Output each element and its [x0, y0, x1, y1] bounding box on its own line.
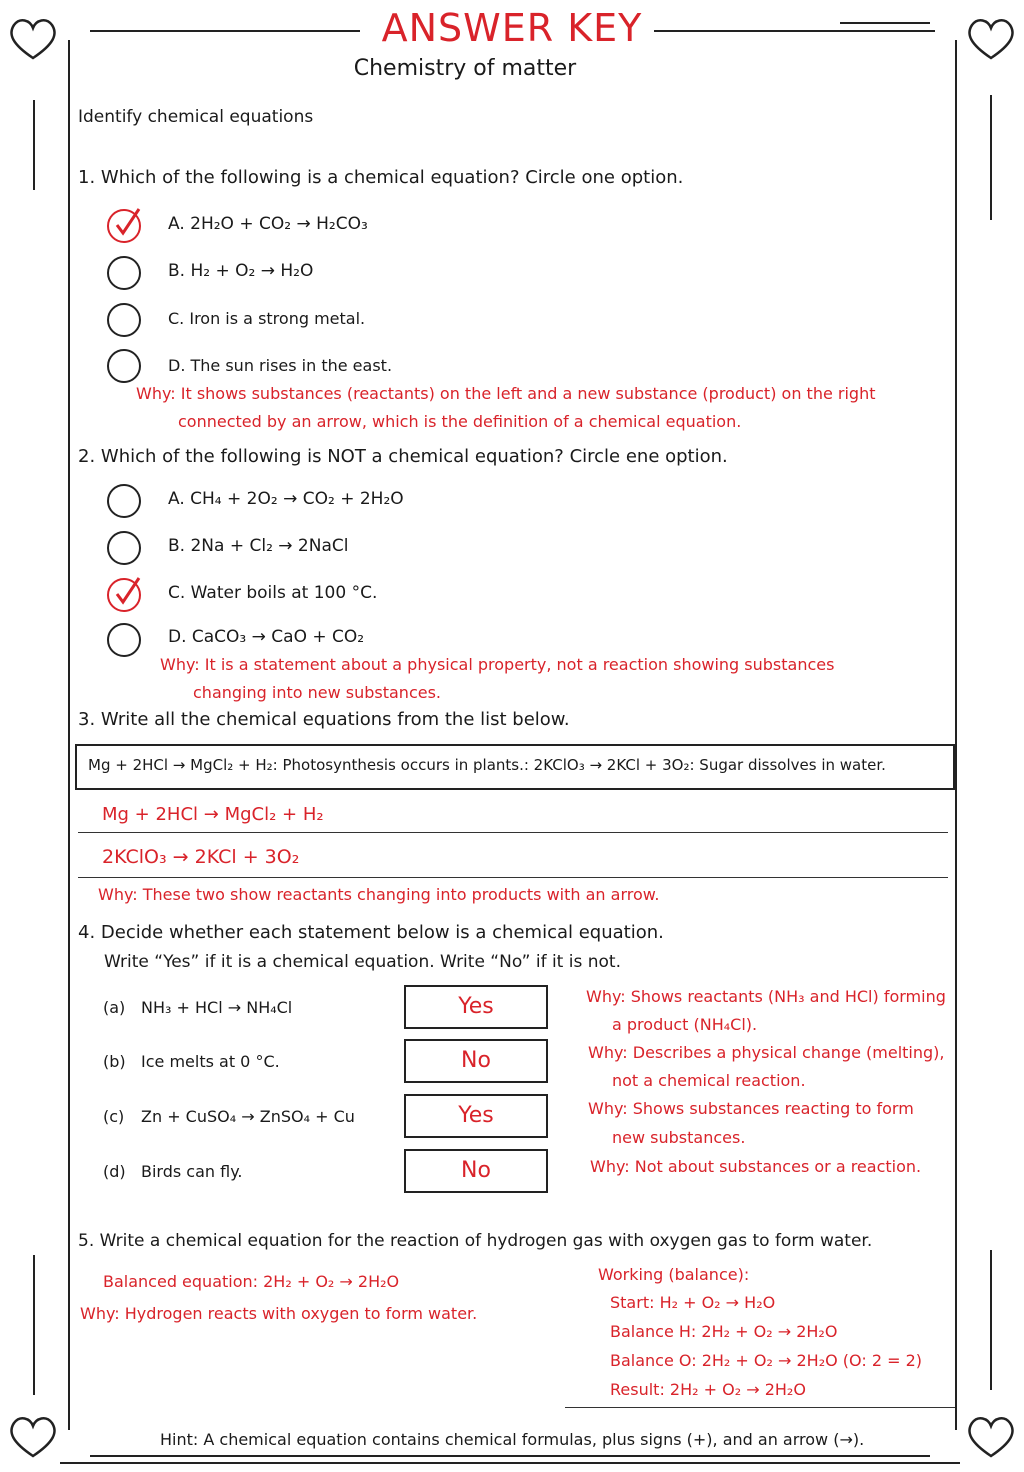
q1-option-a: A. 2H₂O + CO₂ → H₂CO₃: [168, 214, 368, 234]
q1-prompt: 1. Which of the following is a chemical equation? Circle one option.: [78, 167, 684, 188]
section-title: Identify chemical equations: [78, 107, 314, 127]
q3-prompt: 3. Write all the chemical equations from the list below.: [78, 709, 570, 730]
q4-item-b-statement: Ice melts at 0 °C.: [141, 1052, 280, 1071]
q4-item-b-answer[interactable]: No: [404, 1039, 548, 1083]
q4-item-a-statement: NH₃ + HCl → NH₄Cl: [141, 998, 293, 1017]
q4-item-b-why1: Why: Describes a physical change (melting),: [588, 1043, 945, 1062]
q2-option-c: C. Water boils at 100 °C.: [168, 583, 378, 603]
q4-prompt-line2: Write “Yes” if it is a chemical equation. Write “No” if it is not.: [104, 952, 621, 972]
frame-left-line-2: [33, 100, 35, 190]
q4-item-a-why2: a product (NH₄Cl).: [612, 1015, 758, 1034]
q4-item-d-why1: Why: Not about substances or a reaction.: [590, 1157, 922, 1176]
q5-working-3: Balance O: 2H₂ + O₂ → 2H₂O (O: 2 = 2): [610, 1351, 922, 1370]
checkmark-icon: [111, 574, 141, 610]
page-title: [0, 6, 1024, 50]
q5-working-2: Balance H: 2H₂ + O₂ → 2H₂O: [610, 1322, 838, 1341]
q4-item-d-statement: Birds can fly.: [141, 1162, 243, 1181]
q5-balanced: Balanced equation: 2H₂ + O₂ → 2H₂O: [103, 1272, 400, 1291]
q4-item-a-answer[interactable]: Yes: [404, 985, 548, 1029]
q4-item-c-answer[interactable]: Yes: [404, 1094, 548, 1138]
q2-option-a-circle[interactable]: [107, 484, 141, 518]
q1-option-b: B. H₂ + O₂ → H₂O: [168, 261, 314, 281]
q4-item-c-why1: Why: Shows substances reacting to form: [588, 1099, 914, 1118]
q1-option-d: D. The sun rises in the east.: [168, 356, 393, 375]
q1-option-d-circle[interactable]: [107, 349, 141, 383]
q2-prompt: 2. Which of the following is NOT a chemical equation? Circle ene option.: [78, 446, 728, 467]
q5-prompt: 5. Write a chemical equation for the reaction of hydrogen gas with oxygen gas to form water.: [78, 1231, 873, 1251]
q4-item-c-why2: new substances.: [612, 1128, 746, 1147]
q3-answer-2: 2KClO₃ → 2KCl + 3O₂: [102, 846, 300, 868]
frame-right-line: [955, 40, 957, 1430]
checkmark-icon: [111, 205, 141, 241]
q5-working-underline: [565, 1407, 955, 1408]
q3-why: Why: These two show reactants changing into products with an arrow.: [98, 885, 660, 904]
q4-item-b-why2: not a chemical reaction.: [612, 1071, 806, 1090]
q1-option-c-circle[interactable]: [107, 303, 141, 337]
q4-item-a-why1: Why: Shows reactants (NH₃ and HCl) forming: [586, 987, 946, 1006]
frame-bottom-line: [60, 1462, 960, 1464]
q5-working-4: Result: 2H₂ + O₂ → 2H₂O: [610, 1380, 806, 1399]
heart-icon: [964, 1412, 1018, 1462]
q3-answer-1: Mg + 2HCl → MgCl₂ + H₂: [102, 804, 324, 825]
q3-answer-2-line: [78, 877, 948, 878]
q4-item-d-answer[interactable]: No: [404, 1149, 548, 1193]
q2-option-a: A. CH₄ + 2O₂ → CO₂ + 2H₂O: [168, 489, 404, 509]
q2-why-line1: Why: It is a statement about a physical property, not a reaction showing substances: [160, 655, 835, 674]
q2-option-b-circle[interactable]: [107, 531, 141, 565]
q4-item-d-letter: (d): [103, 1162, 126, 1181]
q3-list-text: Mg + 2HCl → MgCl₂ + H₂: Photosynthesis occurs in plants.: 2KClO₃ → 2KCl + 3O₂: Sugar dissolves in water.: [88, 756, 886, 774]
q5-working-title: Working (balance):: [598, 1265, 750, 1284]
q1-option-b-circle[interactable]: [107, 256, 141, 290]
q5-working-1: Start: H₂ + O₂ → H₂O: [610, 1293, 776, 1312]
q2-option-d-circle[interactable]: [107, 623, 141, 657]
q4-item-b-letter: (b): [103, 1052, 126, 1071]
page-title-text: ANSWER KEY: [370, 6, 655, 50]
q5-why: Why: Hydrogen reacts with oxygen to form water.: [80, 1304, 478, 1323]
frame-right-line-2: [990, 95, 992, 220]
frame-left-line-3: [33, 1255, 35, 1395]
q4-item-c-statement: Zn + CuSO₄ → ZnSO₄ + Cu: [141, 1107, 355, 1126]
q1-option-a-circle[interactable]: [107, 209, 141, 243]
q2-option-d: D. CaCO₃ → CaO + CO₂: [168, 627, 365, 647]
q4-item-a-letter: (a): [103, 998, 126, 1017]
q3-answer-1-line: [78, 832, 948, 833]
frame-right-line-3: [990, 1250, 992, 1390]
page-subtitle: Chemistry of matter: [353, 56, 577, 81]
q4-item-c-letter: (c): [103, 1107, 125, 1126]
q2-option-c-circle[interactable]: [107, 578, 141, 612]
hint-text: Hint: A chemical equation contains chemical formulas, plus signs (+), and an arrow (→).: [160, 1430, 865, 1449]
frame-left-line: [68, 40, 70, 1430]
q2-option-b: B. 2Na + Cl₂ → 2NaCl: [168, 536, 349, 556]
frame-bottom-line-2: [90, 1455, 930, 1457]
q1-why-line1: Why: It shows substances (reactants) on the left and a new substance (product) on the right: [136, 384, 876, 403]
q2-why-line2: changing into new substances.: [193, 683, 442, 702]
heart-icon: [6, 1412, 60, 1462]
q4-prompt-line1: 4. Decide whether each statement below is a chemical equation.: [78, 922, 664, 943]
q1-option-c: C. Iron is a strong metal.: [168, 309, 366, 328]
q1-why-line2: connected by an arrow, which is the definition of a chemical equation.: [178, 412, 742, 431]
